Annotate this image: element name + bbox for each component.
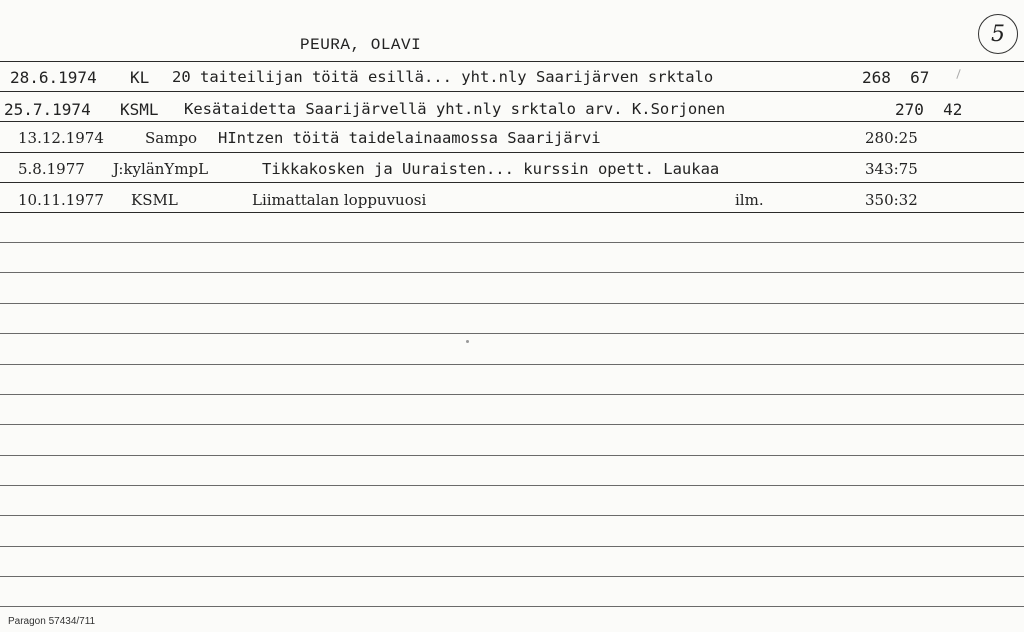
rule-line (0, 424, 1024, 425)
entry-description: Kesätaidetta Saarijärvellä yht.nly srktalo arv. K.Sorjonen (184, 100, 726, 118)
rule-line (0, 455, 1024, 456)
entry-date: 25.7.1974 (4, 100, 91, 119)
entry-source: Sampo (145, 129, 198, 147)
entry-source: KSML (120, 100, 159, 119)
entry-source: KSML (131, 191, 178, 209)
rule-line (0, 364, 1024, 365)
rule-line (0, 303, 1024, 304)
entry-source: J:kylänYmpL (113, 160, 209, 178)
speck-mark (466, 340, 469, 343)
entry-description: 20 taiteilijan töitä esillä... yht.nly Saarijärven srktalo (172, 68, 714, 86)
rule-line (0, 212, 1024, 213)
rule-line (0, 121, 1024, 122)
entry-date: 28.6.1974 (10, 68, 97, 87)
rule-line (0, 485, 1024, 486)
entry-note: ilm. (735, 191, 764, 209)
entry-source: KL (130, 68, 150, 87)
entry-date: 13.12.1974 (18, 129, 104, 147)
rule-line (0, 515, 1024, 516)
rule-line (0, 576, 1024, 577)
printer-imprint: Paragon 57434/711 (8, 616, 96, 627)
entry-description: Liimattalan loppuvuosi (252, 191, 427, 209)
entry-ref: 350:32 (865, 191, 918, 209)
entry-ref: 270 42 (895, 100, 963, 119)
pen-tick-mark (956, 69, 960, 79)
entry-ref: 343:75 (865, 160, 918, 178)
rule-line (0, 394, 1024, 395)
rule-line (0, 91, 1024, 92)
card-title: PEURA, OLAVI (300, 36, 422, 54)
rule-line (0, 333, 1024, 334)
rule-line (0, 546, 1024, 547)
rule-line (0, 242, 1024, 243)
entry-date: 5.8.1977 (18, 160, 85, 178)
rule-line (0, 182, 1024, 183)
rule-line (0, 272, 1024, 273)
card-number: 5 (991, 21, 1005, 47)
entry-date: 10.11.1977 (18, 191, 104, 209)
entry-ref: 268 67 (862, 68, 930, 87)
entry-ref: 280:25 (865, 129, 918, 147)
rule-line (0, 61, 1024, 62)
rule-line (0, 606, 1024, 607)
entry-description: Tikkakosken ja Uuraisten... kurssin opett. Laukaa (262, 160, 720, 178)
entry-description: HIntzen töitä taidelainaamossa Saarijärvi (218, 129, 601, 147)
card-number-badge (978, 14, 1018, 54)
rule-line (0, 152, 1024, 153)
